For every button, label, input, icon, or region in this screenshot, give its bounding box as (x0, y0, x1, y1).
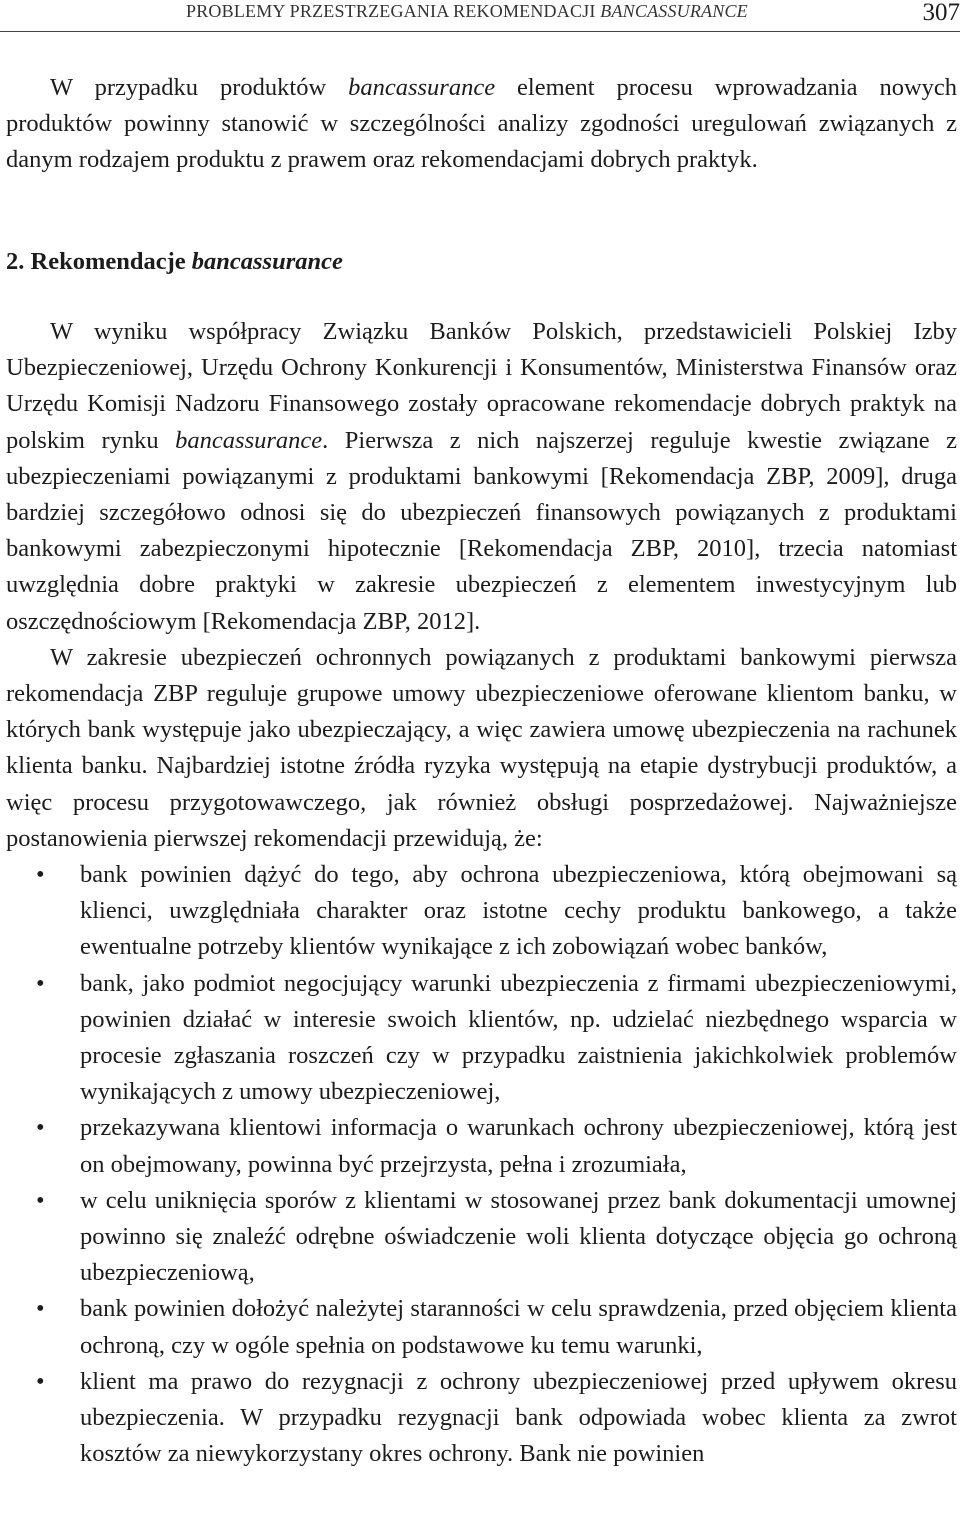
bullet-marker: • (36, 1295, 45, 1323)
header-divider (0, 31, 960, 32)
section-heading-text: 2. Rekomendacje (6, 248, 192, 275)
list-item (6, 1110, 957, 1182)
list-item-text: w celu uniknięcia sporów z klientami w stosowanej przez bank dokumentacji umownej powinno się znaleźć odrębne oświadczenie woli klienta dotyczące objęcia go ochroną ubezpieczeniową, (80, 1186, 957, 1287)
body-paragraph-1 (6, 314, 957, 640)
list-item (6, 1291, 957, 1363)
intro-text-italic: bancassurance (348, 74, 496, 101)
bullet-marker: • (36, 1114, 45, 1142)
running-header (0, 0, 960, 30)
intro-paragraph-text (6, 70, 957, 179)
section-body (6, 314, 957, 1473)
bullet-marker: • (36, 969, 45, 997)
list-item-text: bank powinien dążyć do tego, aby ochrona ubezpieczeniowa, którą obejmowani są klienci, uwzględniała charakter oraz istotne cechy produktu bankowego, a także ewentualne potrzeby klientów wynikające z ich zobowiązań wobec banków, (80, 861, 957, 961)
list-item (6, 1183, 957, 1292)
body-paragraph-1-part1: W wyniku współpracy Związku Banków Polskich, przedstawicieli Polskiej Izby Ubezpieczeniowej, Urzędu Ochrony Konkurencji i Konsumentów, Ministerstwa Finansów oraz Urzędu Komisji Nadzoru Finansowego zostały opracowane rekomendacje dobrych praktyk na polskim rynku (6, 318, 957, 454)
section-heading-italic: bancassurance (191, 248, 343, 275)
bullet-marker: • (36, 861, 45, 889)
recommendation-list (6, 857, 957, 1472)
running-header-title-italic: BANCASSURANCE (600, 1, 748, 21)
running-header-title-text: PROBLEMY PRZESTRZEGANIA REKOMENDACJI (186, 1, 601, 21)
list-item-text: bank powinien dołożyć należytej staranności w celu sprawdzenia, przed objęciem klienta ochroną, czy w ogóle spełnia on podstawowe ku temu warunki, (80, 1295, 957, 1359)
list-item (6, 1364, 957, 1473)
body-paragraph-2: W zakresie ubezpieczeń ochronnych powiązanych z produktami bankowymi pierwsza rekomendacja ZBP reguluje grupowe umowy ubezpieczeniowe oferowane klientom banku, w których bank występuje jako ubezpieczający, a więc zawiera umowę ubezpieczenia na rachunek klienta banku. Najbardziej istotne źródła ryzyka występują na etapie dystrybucji produktów, a więc procesu przygotowawczego, jak również obsługi posprzedażowej. Najważniejsze postanowienia pierwszej rekomendacji przewidują, że: (6, 643, 957, 852)
bullet-marker: • (36, 1186, 45, 1214)
list-item (6, 966, 957, 1111)
list-item-text: przekazywana klientowi informacja o warunkach ochrony ubezpieczeniowej, którą jest on obejmowany, powinna być przejrzysta, pełna i zrozumiała, (80, 1114, 957, 1178)
intro-paragraph (6, 70, 957, 179)
body-paragraph-1-part2: . Pierwsza z nich najszerzej reguluje kwestie związane z ubezpieczeniami powiązanymi z produktami bankowymi [Rekomendacja ZBP, 2009], druga bardziej szczegółowo odnosi się do ubezpieczeń finansowych powiązanych z produktami bankowymi zabezpieczonymi hipotecznie [Rekomendacja ZBP, 2010], trzecia natomiast uwzględnia dobre praktyki w zakresie ubezpieczeń z elementem inwestycyjnym lub oszczędnościowym [Rekomendacja ZBP, 2012]. (6, 426, 957, 635)
bullet-marker: • (36, 1367, 45, 1395)
page-number: 307 (922, 0, 960, 26)
list-item-text: bank, jako podmiot negocjujący warunki ubezpieczenia z firmami ubezpieczeniowymi, powinien działać w interesie swoich klientów, np. udzielać niezbędnego wsparcia w procesie zgłaszania roszczeń czy w przypadku zaistnienia jakichkolwiek problemów wynikających z umowy ubezpieczeniowej, (80, 969, 957, 1106)
running-header-title (186, 0, 748, 22)
list-item-text: klient ma prawo do rezygnacji z ochrony ubezpieczeniowej przed upływem okresu ubezpieczenia. W przypadku rezygnacji bank odpowiada wobec klienta za zwrot kosztów za niewykorzystany okres ochrony. Bank nie powinien (80, 1367, 957, 1468)
intro-text-part2: element procesu wprowadzania nowych produktów powinny stanowić w szczególności analizy zgodności uregulowań związanych z danym rodzajem produktu z prawem oraz rekomendacjami dobrych praktyk. (6, 74, 958, 174)
section-heading (6, 244, 343, 280)
intro-text-part1: W przypadku produktów (50, 74, 349, 101)
body-paragraph-1-italic: bancassurance (175, 426, 323, 454)
list-item (6, 857, 957, 966)
